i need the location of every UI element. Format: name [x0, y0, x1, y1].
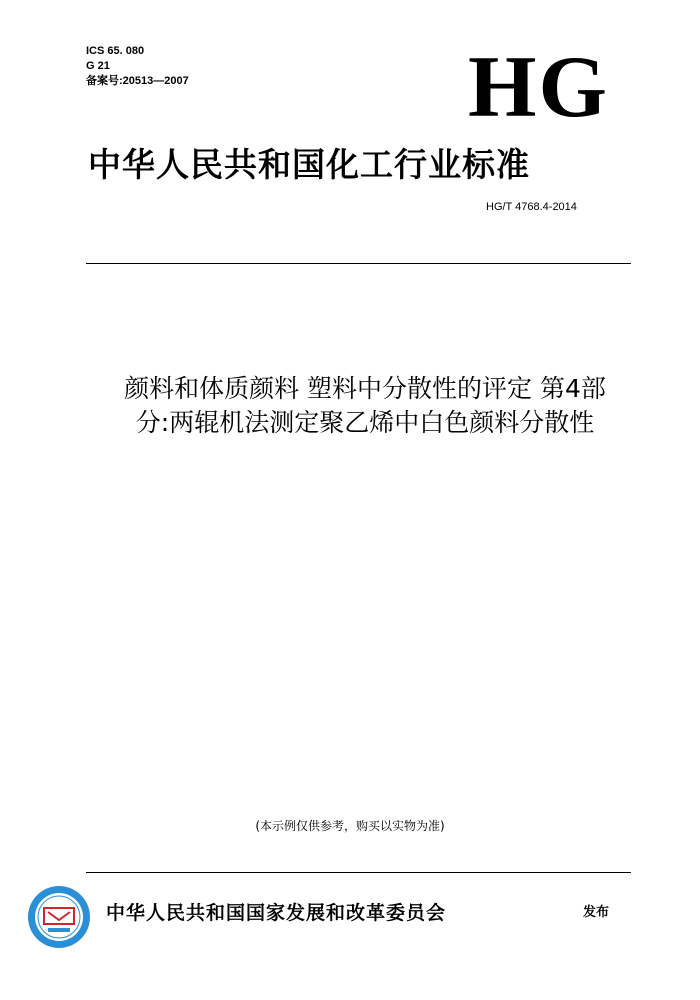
top-divider [86, 263, 631, 264]
emblem-banner [48, 928, 70, 932]
sample-note: (本示例仅供参考，购买以实物为准) [255, 819, 445, 833]
hg-logo: HG [468, 39, 609, 136]
bottom-divider [86, 872, 631, 873]
record-number: 备案号:20513—2007 [86, 75, 189, 87]
seal-emblem-icon [26, 884, 92, 950]
document-title-line-2: 分:两辊机法测定聚乙烯中白色颜料分散性 [135, 408, 595, 437]
emblem-inner-field [35, 893, 83, 941]
issue-label: 发布 [583, 905, 610, 920]
classification-code: G 21 [86, 60, 110, 72]
standard-number: HG/T 4768.4-2014 [486, 201, 577, 213]
ics-code: ICS 65. 080 [86, 45, 145, 57]
document-title [50, 372, 680, 440]
document-title-line-1: 颜料和体质颜料 塑料中分散性的评定 第4部 [124, 374, 606, 403]
publisher-name: 中华人民共和国国家发展和改革委员会 [106, 902, 447, 924]
classification-block [86, 44, 189, 89]
standard-category-title: 中华人民共和国化工行业标准 [88, 145, 530, 184]
